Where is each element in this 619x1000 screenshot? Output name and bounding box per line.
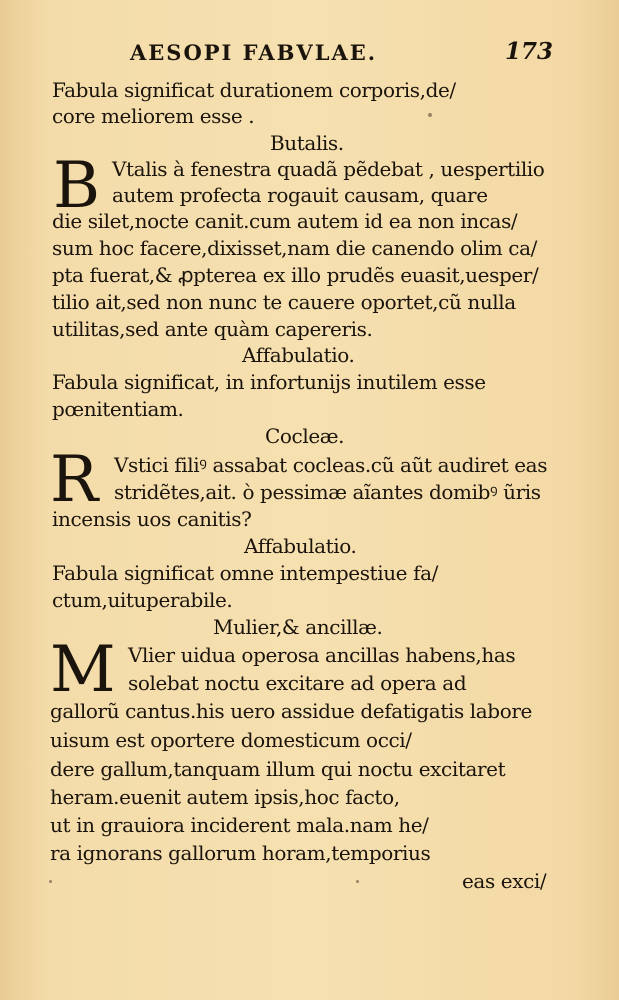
- text-line: autem profecta rogauit causam, quare: [112, 183, 488, 207]
- text-line: stridẽtes,ait. ò pessimæ aĩantes domibꝰ ũris: [114, 480, 541, 504]
- text-line: utilitas,sed ante quàm capereris.: [52, 317, 373, 341]
- text-line: ctum,uituperabile.: [52, 588, 233, 612]
- running-title: AESOPI FABVLAE.: [130, 40, 378, 65]
- text-line: pœnitentiam.: [52, 397, 184, 421]
- text-line: ra ignorans gallorum horam,temporius: [50, 841, 431, 865]
- text-line: incensis uos canitis?: [52, 507, 252, 531]
- text-line: dere gallum,tanquam illum qui noctu excitaret: [50, 757, 506, 781]
- page-header: [0, 38, 619, 74]
- text-line: ut in grauiora inciderent mala.nam he/: [50, 813, 429, 837]
- catchword: eas exci/: [462, 869, 547, 893]
- text-line: Fabula significat omne intempestiue fa/: [52, 561, 438, 585]
- text-line: Fabula significat, in infortunijs inutilem esse: [52, 370, 486, 394]
- text-line: die silet,nocte canit.cum autem id ea non incas/: [52, 209, 518, 233]
- ink-speck: [428, 113, 432, 117]
- text-line: tilio ait,sed non nunc te cauere oportet,cũ nulla: [52, 290, 516, 314]
- drop-cap-m: M: [50, 633, 116, 707]
- page-number: 173: [505, 38, 554, 65]
- text-line: pta fuerat,& ꝓpterea ex illo prudẽs euasit,uesper/: [52, 263, 539, 287]
- text-line: uisum est oportere domesticum occi/: [50, 728, 412, 752]
- text-line: Fabula significat durationem corporis,de/: [52, 78, 456, 102]
- fable-title-mulier: Mulier,& ancillæ.: [213, 615, 383, 639]
- text-line: gallorũ cantus.his uero assidue defatigatis labore: [50, 699, 532, 723]
- drop-cap-b: B: [53, 149, 101, 223]
- text-line: core meliorem esse .: [52, 104, 255, 128]
- fable-title-butalis: Butalis.: [270, 131, 344, 155]
- ink-speck: [356, 880, 359, 883]
- text-line: heram.euenit autem ipsis,hoc facto,: [50, 785, 400, 809]
- affabulatio-heading: Affabulatio.: [244, 534, 357, 558]
- text-line: Vlier uidua operosa ancillas habens,has: [128, 643, 516, 667]
- affabulatio-heading: Affabulatio.: [242, 343, 355, 367]
- ink-speck: [49, 880, 52, 883]
- text-line: Vstici filiꝰ assabat cocleas.cũ aũt audiret eas: [114, 453, 548, 477]
- text-line: solebat noctu excitare ad opera ad: [128, 671, 467, 695]
- text-line: sum hoc facere,dixisset,nam die canendo olim ca/: [52, 236, 537, 260]
- text-line: Vtalis à fenestra quadã pẽdebat , uespertilio: [112, 157, 545, 181]
- drop-cap-r: R: [50, 443, 99, 517]
- fable-title-cocleae: Cocleæ.: [265, 424, 345, 448]
